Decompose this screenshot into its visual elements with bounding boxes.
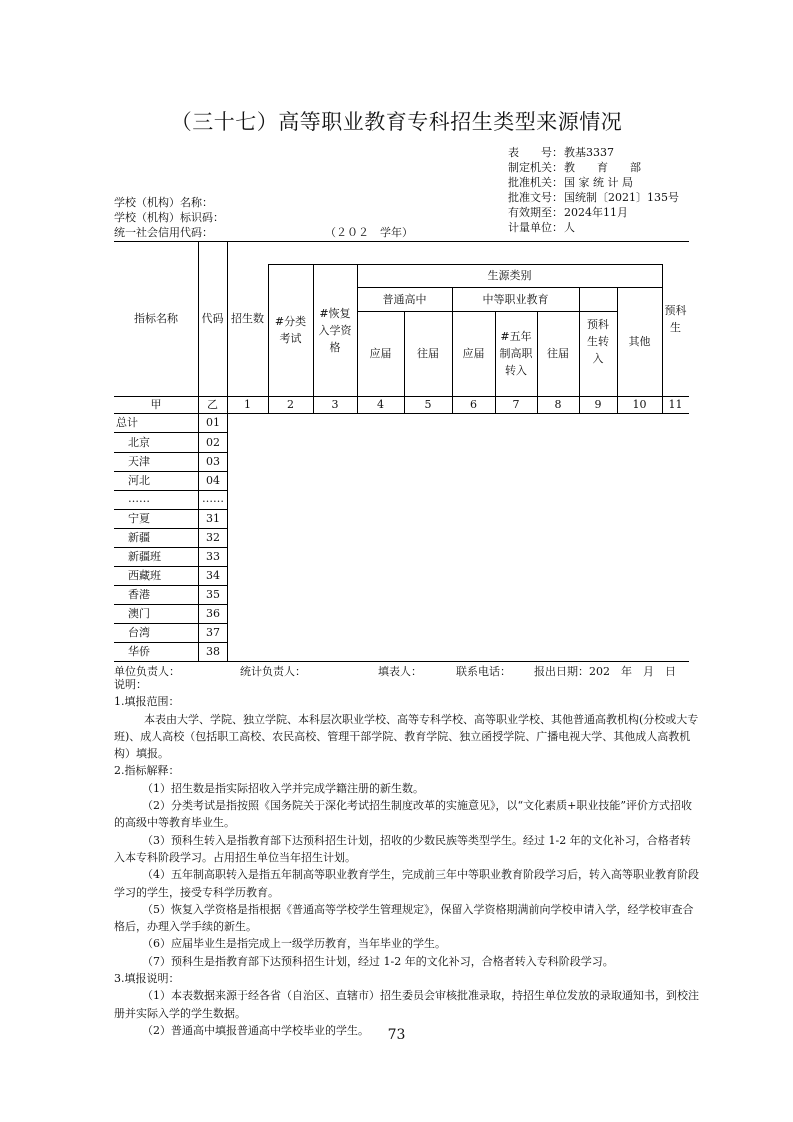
footer-date: 报出日期：202 年 月 日 bbox=[534, 665, 676, 678]
notes-section-3-title: 3.填报说明： bbox=[114, 972, 180, 986]
row-code: 04 bbox=[206, 474, 220, 487]
row-code: 01 bbox=[206, 416, 220, 429]
meta-valid-until: 有效期至：2024年11月 bbox=[508, 206, 628, 219]
notes-definition: （7）预科生是指教育部下达预科招生计划，经过 1-2 年的文化补习，合格者转入专科阶段学习。 bbox=[142, 954, 614, 968]
form-meta-right bbox=[508, 145, 679, 235]
row-code: 37 bbox=[206, 626, 220, 639]
col-index-10: 10 bbox=[632, 398, 647, 411]
footer-filler: 填表人： bbox=[378, 665, 422, 678]
meta-issuer: 制定机关：教 育 部 bbox=[508, 161, 641, 174]
row-label: 澳门 bbox=[128, 607, 150, 620]
row-label: 总计 bbox=[116, 416, 138, 429]
row-code: 34 bbox=[206, 569, 220, 582]
row-label: 香港 bbox=[128, 588, 150, 601]
notes-section-2-title: 2.指标解释： bbox=[114, 764, 180, 778]
page-number: 73 bbox=[387, 1027, 406, 1043]
row-label: 河北 bbox=[128, 474, 150, 487]
notes-definition: （3）预科生转入是指教育部下达预科招生计划，招收的少数民族等类型学生。经过 1-2 年的文化补习，合格者转入本专科阶段学习。占用招生单位当年招生计划。 bbox=[114, 833, 691, 864]
header-current-grad-voc: 应届 bbox=[462, 347, 485, 360]
notes-section-1-title: 1.填报范围： bbox=[114, 695, 180, 709]
row-code: 03 bbox=[206, 455, 220, 468]
footer-phone: 联系电话： bbox=[456, 665, 511, 678]
header-prep-transfer: 预科生转入 bbox=[587, 318, 609, 365]
footer-unit-head: 单位负责人： bbox=[114, 665, 180, 678]
row-code: 38 bbox=[206, 645, 220, 658]
col-index-6: 6 bbox=[470, 398, 477, 411]
row-code: 31 bbox=[206, 512, 220, 525]
notes-heading: 说明： bbox=[114, 678, 147, 691]
row-label: 西藏班 bbox=[128, 569, 161, 582]
meta-school-id: 学校（机构）标识码： bbox=[114, 211, 224, 224]
meta-unit: 计量单位：人 bbox=[508, 221, 575, 234]
notes-definition: （4）五年制高职转入是指五年制高等职业教育学生，完成前三年中等职业教育阶段学习后，转入高等职业教育阶段学习的学生，接受专科学历教育。 bbox=[114, 868, 699, 899]
header-other: 其他 bbox=[628, 335, 651, 348]
row-code: …… bbox=[202, 492, 224, 505]
header-general-high: 普通高中 bbox=[382, 292, 427, 306]
col-index-yi: 乙 bbox=[207, 398, 218, 411]
header-code: 代码 bbox=[201, 312, 224, 325]
meta-school-name: 学校（机构）名称： bbox=[114, 196, 213, 209]
meta-form-no: 表 号：教基3337 bbox=[508, 146, 614, 159]
col-index-8: 8 bbox=[554, 398, 562, 411]
meta-approval-no: 批准文号：国统制〔2021〕135号 bbox=[508, 191, 679, 204]
header-current-grad: 应届 bbox=[369, 347, 392, 360]
notes-definition: （2）分类考试是指按照《国务院关于深化考试招生制度改革的实施意见》，以“文化素质+职业技能”评价方式招收的高级中等教育毕业生。 bbox=[114, 799, 692, 830]
col-index-1: 1 bbox=[244, 398, 251, 411]
row-label: 华侨 bbox=[128, 645, 150, 658]
row-label: 新疆班 bbox=[128, 550, 161, 563]
meta-credit-code: 统一社会信用代码： bbox=[114, 226, 213, 239]
row-code: 02 bbox=[206, 436, 220, 449]
header-source-type: 生源类别 bbox=[487, 269, 532, 282]
row-label: 新疆 bbox=[128, 531, 150, 544]
col-index-3: 3 bbox=[331, 398, 339, 411]
meta-school-year: （２０２ 学年） bbox=[325, 226, 413, 239]
notes-instruction: （1）本表数据来源于经各省（自治区、直辖市）招生委员会审核批准录取，持招生单位发放的录取通知书，到校注册并实际入学的学生数据。 bbox=[114, 989, 699, 1020]
col-index-jia: 甲 bbox=[150, 398, 162, 411]
header-enroll: 招生数 bbox=[231, 312, 264, 325]
notes-instruction: （2）普通高中填报普通高中学校毕业的学生。 bbox=[142, 1023, 369, 1037]
notes-definition: （6）应届毕业生是指完成上一级学历教育，当年毕业的学生。 bbox=[142, 937, 446, 951]
notes-scope-paragraph: 本表由大学、学院、独立学院、本科层次职业学校、高等专科学校、高等职业学校、其他普通高教机构(分校或大专班)、成人高校（包括职工高校、农民高校、管理干部学院、教育学院、独立函授学院、广播电视大学、其他成人高教机构）填报。 bbox=[114, 712, 699, 761]
col-index-7: 7 bbox=[512, 398, 520, 411]
page-title: （三十七）高等职业教育专科招生类型来源情况 bbox=[170, 110, 623, 134]
notes-section bbox=[114, 676, 699, 1039]
row-code: 36 bbox=[206, 607, 220, 620]
col-index-4: 4 bbox=[377, 398, 384, 411]
header-previous-grad: 往届 bbox=[417, 347, 439, 360]
meta-approver: 批准机关：国 家 统 计 局 bbox=[508, 176, 633, 189]
row-label: 宁夏 bbox=[128, 512, 150, 525]
header-prep-students: 预科生 bbox=[664, 303, 687, 334]
row-code: 35 bbox=[206, 588, 220, 601]
row-label: 北京 bbox=[128, 436, 150, 449]
notes-definition: （1）招生数是指实际招收入学并完成学籍注册的新生数。 bbox=[142, 781, 424, 795]
header-five-year-transfer: #五年制高职转入 bbox=[499, 330, 533, 377]
notes-definition: （5）恢复入学资格是指根据《普通高等学校学生管理规定》，保留入学资格期满前向学校申请入学，经学校审查合格后，办理入学手续的新生。 bbox=[114, 902, 694, 934]
header-resumed-admission: #恢复入学资格 bbox=[318, 306, 352, 354]
row-label: 天津 bbox=[128, 455, 150, 468]
row-code: 33 bbox=[206, 550, 220, 563]
footer-stat-head: 统计负责人： bbox=[240, 665, 306, 678]
row-code: 32 bbox=[206, 531, 220, 544]
col-index-5: 5 bbox=[424, 398, 432, 411]
col-index-11: 11 bbox=[668, 398, 683, 411]
header-indicator: 指标名称 bbox=[134, 312, 178, 325]
header-secondary-voc: 中等职业教育 bbox=[482, 292, 549, 306]
row-label: 台湾 bbox=[128, 626, 150, 639]
row-label: …… bbox=[128, 492, 150, 505]
col-index-9: 9 bbox=[594, 398, 602, 411]
header-previous-grad-voc: 往届 bbox=[547, 347, 569, 360]
col-index-2: 2 bbox=[287, 398, 294, 411]
header-classified-exam: #分类考试 bbox=[274, 315, 307, 345]
